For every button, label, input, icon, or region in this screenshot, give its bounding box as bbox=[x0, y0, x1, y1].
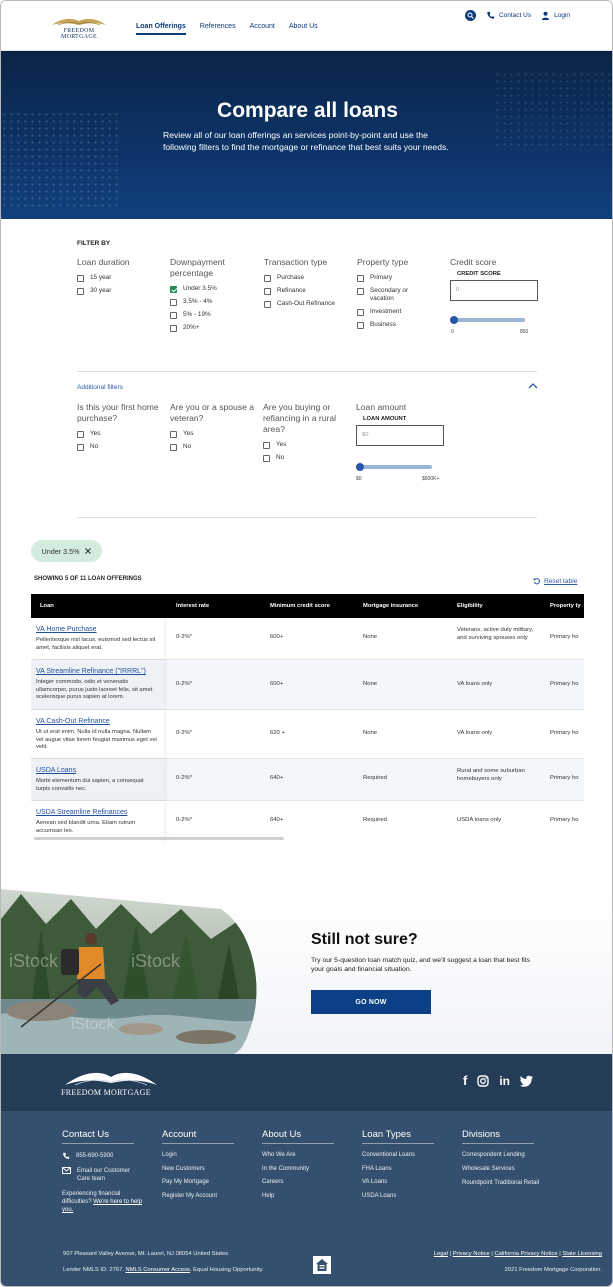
twitter-icon[interactable] bbox=[520, 1075, 534, 1087]
min-credit: 640+ bbox=[270, 775, 284, 781]
table-header bbox=[31, 594, 584, 618]
interest-rate: 0-2%* bbox=[176, 730, 193, 736]
filter-option-20-plus[interactable] bbox=[170, 324, 255, 332]
reset-table-link[interactable] bbox=[533, 577, 577, 585]
filter-option-no[interactable] bbox=[263, 454, 349, 462]
checkbox[interactable] bbox=[357, 275, 364, 282]
contact-us-link[interactable] bbox=[486, 11, 531, 20]
column-header-interest-rate: Interest rate bbox=[176, 603, 210, 609]
instagram-icon[interactable] bbox=[477, 1075, 489, 1087]
checkbox-checked[interactable] bbox=[170, 286, 177, 293]
table-row bbox=[31, 618, 584, 660]
promo-text: Try our 5-question loan match quiz, and we'll suggest a loan that best fits your goals and financial situation. bbox=[311, 957, 531, 973]
column-header-min-credit: Minimum credit score bbox=[270, 603, 330, 609]
results-count: SHOWING 5 OF 11 LOAN OFFERINGS bbox=[34, 576, 142, 582]
eagle-logo-icon bbox=[50, 16, 108, 28]
nmls-info bbox=[63, 1267, 264, 1273]
loan-link[interactable]: USDA Loans bbox=[36, 767, 77, 774]
checkbox[interactable] bbox=[170, 444, 177, 451]
checkbox[interactable] bbox=[77, 431, 84, 438]
interest-rate: 0-2%* bbox=[176, 634, 193, 640]
equal-housing-icon bbox=[315, 1258, 329, 1272]
contact-us-label: Contact Us bbox=[498, 12, 532, 19]
footer-link-careers[interactable]: Careers bbox=[262, 1179, 284, 1185]
footer-link-pay-mortgage[interactable]: Pay My Mortgage bbox=[162, 1179, 210, 1185]
filter-loan-duration bbox=[77, 257, 162, 300]
filter-option-business[interactable] bbox=[357, 321, 437, 329]
site-header bbox=[1, 1, 613, 51]
logo-text: FREEDOM MORTGAGE bbox=[61, 1088, 151, 1097]
loan-cell bbox=[31, 660, 164, 709]
footer-heading: Divisions bbox=[462, 1129, 534, 1144]
loan-description: Morbi elementum dui sapien, a consequat turpis convallis nec. bbox=[36, 778, 144, 792]
checkbox[interactable] bbox=[264, 301, 271, 308]
utility-nav bbox=[465, 10, 570, 21]
watermark-text: iStock bbox=[131, 951, 181, 971]
social-links bbox=[463, 1074, 534, 1088]
filter-option-investment[interactable] bbox=[357, 308, 437, 316]
checkbox[interactable] bbox=[77, 444, 84, 451]
property-type: Primary ho bbox=[550, 634, 579, 640]
email-label: Email our Customer Care team bbox=[77, 1168, 131, 1182]
min-credit: 600+ bbox=[270, 681, 284, 687]
slider-max-label: $600K+ bbox=[422, 476, 440, 482]
active-filter-chip[interactable] bbox=[31, 540, 102, 562]
interest-rate: 0-2%* bbox=[176, 775, 193, 781]
table-horizontal-scrollbar[interactable] bbox=[34, 837, 284, 840]
option-label: Secondary or vacation bbox=[370, 287, 409, 302]
footer-account bbox=[162, 1129, 234, 1206]
user-icon bbox=[541, 11, 550, 20]
mail-icon bbox=[62, 1167, 71, 1174]
footer-heading: About Us bbox=[262, 1129, 334, 1144]
eligibility: USDA loans only bbox=[457, 817, 502, 823]
filter-transaction-type bbox=[264, 257, 352, 313]
checkbox[interactable] bbox=[264, 288, 271, 295]
filter-heading: Property type bbox=[357, 257, 409, 267]
filter-option-no[interactable] bbox=[77, 443, 162, 451]
phone-number: 855-690-5900 bbox=[76, 1153, 114, 1159]
financial-difficulty-note bbox=[62, 1190, 150, 1214]
checkbox[interactable] bbox=[357, 288, 364, 295]
watermark-text: iStock bbox=[9, 951, 59, 971]
option-label: 30 year bbox=[90, 287, 112, 294]
hero-banner bbox=[1, 51, 613, 219]
min-credit: 620 + bbox=[270, 730, 285, 736]
loan-quiz-promo bbox=[1, 889, 613, 1054]
loan-amount-input[interactable]: $0 bbox=[356, 425, 444, 446]
checkbox[interactable] bbox=[264, 275, 271, 282]
reset-table-label: Reset table bbox=[544, 577, 578, 585]
column-header-loan: Loan bbox=[40, 603, 54, 609]
filter-heading: Is this your first home purchase? bbox=[77, 402, 159, 423]
nav-about-us[interactable]: About Us bbox=[288, 23, 318, 30]
filter-option-purchase[interactable] bbox=[264, 274, 352, 282]
option-label: 20%+ bbox=[183, 324, 200, 331]
search-icon[interactable] bbox=[465, 10, 476, 21]
phone-icon bbox=[62, 1152, 70, 1160]
phone-icon bbox=[486, 11, 495, 20]
email-link[interactable] bbox=[62, 1167, 150, 1183]
divider bbox=[77, 371, 537, 372]
eligibility: VA loans only bbox=[457, 730, 493, 736]
footer-link-wholesale[interactable]: Wholesale Services bbox=[462, 1165, 515, 1172]
filter-option-no[interactable] bbox=[170, 443, 258, 451]
eligibility: Veterans, active duty military, and surviving spouses only bbox=[457, 627, 534, 641]
filter-veteran bbox=[170, 402, 258, 456]
phone-link[interactable] bbox=[62, 1152, 150, 1160]
footer-link-correspondent[interactable]: Correspondent Lending bbox=[462, 1152, 525, 1158]
checkbox[interactable] bbox=[77, 275, 84, 282]
footer-link-va[interactable]: VA Loans bbox=[362, 1179, 388, 1185]
filter-option-3-5-4[interactable] bbox=[170, 298, 255, 306]
main-nav bbox=[136, 23, 318, 35]
company-address: 907 Pleasant Valley Avenue, Mt. Laurel, NJ 08054 United States bbox=[63, 1251, 229, 1257]
filter-option-yes[interactable] bbox=[77, 430, 162, 438]
footer-heading: Account bbox=[162, 1129, 234, 1144]
option-label: No bbox=[276, 454, 285, 461]
credit-score-input[interactable]: 0 bbox=[450, 280, 538, 301]
filter-heading: Are you buying or refiancing in a rural area? bbox=[263, 402, 337, 434]
hero-dot-pattern bbox=[1, 111, 121, 211]
footer-link-help[interactable]: Help bbox=[262, 1192, 275, 1199]
filter-first-home bbox=[77, 402, 162, 456]
nmls-consumer-access-link[interactable]: NMLS Consumer Access bbox=[125, 1267, 190, 1273]
loan-link[interactable]: USDA Streamline Refinances bbox=[36, 809, 128, 816]
login-label: Login bbox=[554, 12, 570, 19]
credit-score-slider[interactable] bbox=[450, 313, 529, 335]
mortgage-insurance: None bbox=[363, 681, 378, 687]
equal-housing-logo bbox=[313, 1256, 331, 1274]
checkbox[interactable] bbox=[170, 431, 177, 438]
loan-description: Ut ut erat enim. Nulla id nulla magna. Nullam vel augue vitae lorem feugiat maximus eget vel velit. bbox=[36, 729, 157, 751]
brand-logo[interactable] bbox=[45, 16, 113, 40]
option-label: Yes bbox=[90, 430, 101, 437]
nav-loan-offerings[interactable]: Loan Offerings bbox=[136, 23, 186, 35]
footer-heading: Loan Types bbox=[362, 1129, 434, 1144]
page-title: Compare all loans bbox=[217, 99, 398, 122]
loan-link[interactable]: VA Streamline Refinance ("IRRRL") bbox=[36, 668, 146, 675]
filter-option-primary[interactable] bbox=[357, 274, 437, 282]
table-row bbox=[31, 660, 584, 710]
loan-cell bbox=[31, 618, 164, 659]
go-now-button[interactable]: GO NOW bbox=[311, 990, 431, 1014]
footer-loan-types bbox=[362, 1129, 434, 1206]
interest-rate: 0-2%* bbox=[176, 817, 193, 823]
filter-option-yes[interactable] bbox=[263, 441, 349, 449]
hero-subtitle: Review all of our loan offerings an services point-by-point and use the following filters to find the mortgage or refinance that best suits your needs. bbox=[163, 130, 449, 152]
footer-contact bbox=[62, 1129, 150, 1214]
filter-rural bbox=[263, 402, 349, 467]
nmls-suffix: . Equal Housing Opportunity. bbox=[189, 1267, 264, 1273]
slider-max-label: 850 bbox=[520, 329, 529, 335]
loan-link[interactable]: VA Home Purchase bbox=[36, 626, 97, 633]
state-licensing-link[interactable]: State Licensing bbox=[562, 1251, 602, 1257]
footer-heading: Contact Us bbox=[62, 1129, 134, 1144]
slider-track[interactable] bbox=[450, 318, 525, 322]
filter-heading: Loan amount bbox=[356, 402, 407, 412]
help-link[interactable]: We're here to help you. bbox=[62, 1199, 142, 1213]
footer-link-who-we-are[interactable]: Who We Are bbox=[262, 1152, 296, 1158]
nmls-prefix: Lender NMLS ID: 2767. bbox=[63, 1267, 126, 1273]
min-credit: 600+ bbox=[270, 634, 284, 640]
hiker-photo bbox=[1, 889, 266, 1054]
option-label: Yes bbox=[183, 430, 194, 437]
column-header-eligibility: Eligibility bbox=[457, 603, 483, 609]
footer-link-community[interactable]: In the Community bbox=[262, 1165, 310, 1172]
checkbox[interactable] bbox=[263, 455, 270, 462]
facebook-icon[interactable]: f bbox=[463, 1073, 468, 1088]
min-credit: 640+ bbox=[270, 817, 284, 823]
copyright: 2021 Freedom Mortgage Corporation. bbox=[504, 1267, 602, 1273]
nav-references[interactable]: References bbox=[199, 23, 236, 30]
filter-option-under-3-5[interactable] bbox=[170, 285, 255, 293]
privacy-notice-link[interactable]: Privacy Notice bbox=[452, 1251, 490, 1257]
footer-link-register[interactable]: Register My Account bbox=[162, 1192, 218, 1199]
option-label: 5% - 19% bbox=[183, 311, 211, 318]
column-header-property-type: Property ty bbox=[550, 603, 581, 609]
property-type: Primary ho bbox=[550, 775, 579, 781]
footer-link-new-customers[interactable]: New Customers bbox=[162, 1165, 205, 1172]
loan-cell bbox=[31, 710, 164, 758]
loan-description: Aenean sed blandit urna. Etiam rutrum accumsan leo. bbox=[36, 820, 136, 834]
footer-logo[interactable] bbox=[61, 1067, 161, 1099]
footer-link-login[interactable]: Login bbox=[162, 1152, 177, 1158]
slider-min-label: 0 bbox=[451, 329, 454, 335]
eligibility: Rural and some suburban homebuyers only bbox=[457, 768, 525, 782]
slider-handle[interactable] bbox=[450, 316, 458, 324]
logo-text: FREEDOM MORTGAGE bbox=[60, 28, 98, 40]
footer-about bbox=[262, 1129, 334, 1206]
mortgage-insurance: Required bbox=[363, 775, 387, 781]
filter-option-30-year[interactable] bbox=[77, 287, 162, 295]
difficulty-text: Experiencing financial difficulties? bbox=[62, 1191, 121, 1205]
slider-min-label: $0 bbox=[356, 476, 362, 482]
filter-option-yes[interactable] bbox=[170, 430, 258, 438]
chevron-up-icon[interactable] bbox=[528, 382, 538, 389]
option-label: Cash-Out Refinance bbox=[277, 300, 335, 307]
option-label: Purchase bbox=[277, 274, 304, 281]
property-type: Primary ho bbox=[550, 681, 579, 687]
filter-downpayment bbox=[170, 257, 255, 337]
checkbox[interactable] bbox=[170, 325, 177, 332]
watermark-text: iStock bbox=[71, 1016, 115, 1033]
table-row bbox=[31, 759, 584, 801]
mortgage-insurance: None bbox=[363, 634, 378, 640]
option-label: No bbox=[183, 443, 192, 450]
filter-heading: Are you or a spouse a veteran? bbox=[170, 402, 255, 423]
california-privacy-link[interactable]: California Privacy Notice bbox=[494, 1251, 558, 1257]
option-label: Primary bbox=[370, 274, 393, 281]
legal-links: Legal | Privacy Notice | California Privacy Notice | State Licensing bbox=[433, 1251, 602, 1257]
slider-track[interactable] bbox=[356, 465, 432, 469]
loan-comparison-table bbox=[31, 594, 584, 844]
divider bbox=[77, 517, 537, 518]
option-label: Refinance bbox=[277, 287, 306, 294]
filter-option-refinance[interactable] bbox=[264, 287, 352, 295]
close-icon[interactable] bbox=[85, 548, 91, 554]
checkbox[interactable] bbox=[170, 312, 177, 319]
chip-label: Under 3.5% bbox=[41, 546, 80, 556]
promo-title: Still not sure? bbox=[311, 931, 418, 948]
login-link[interactable] bbox=[541, 11, 570, 20]
loan-amount-label: LOAN AMOUNT bbox=[363, 416, 407, 422]
legal-link[interactable]: Legal bbox=[433, 1251, 448, 1257]
loan-description: Integer commodo, odio et venenatis ullamcorper, purus justo laoreet felis, sit amet scelerisque purus sapien at lorem. bbox=[36, 679, 153, 701]
option-label: Yes bbox=[276, 441, 287, 448]
footer-brand-bar bbox=[1, 1054, 613, 1111]
linkedin-icon[interactable]: in bbox=[499, 1074, 511, 1088]
footer-link-roundpoint[interactable]: Roundpoint Traditional Retail bbox=[462, 1180, 540, 1186]
filter-heading: Downpayment percentage bbox=[170, 257, 225, 278]
option-label: Investment bbox=[370, 308, 402, 315]
credit-score-label: CREDIT SCORE bbox=[457, 271, 501, 277]
eagle-logo-icon bbox=[61, 1067, 161, 1089]
option-label: Under 3.5% bbox=[183, 285, 217, 292]
checkbox[interactable] bbox=[357, 322, 364, 329]
checkbox[interactable] bbox=[357, 309, 364, 316]
loan-cell bbox=[31, 759, 164, 800]
reset-icon bbox=[533, 577, 541, 585]
eligibility: VA loans only bbox=[457, 681, 493, 687]
option-label: Business bbox=[370, 321, 396, 328]
filter-heading: Credit score bbox=[450, 257, 497, 267]
checkbox[interactable] bbox=[263, 442, 270, 449]
filter-option-secondary[interactable] bbox=[357, 287, 437, 303]
mortgage-insurance: None bbox=[363, 730, 378, 736]
checkbox[interactable] bbox=[170, 299, 177, 306]
nav-account[interactable]: Account bbox=[249, 23, 275, 30]
property-type: Primary ho bbox=[550, 730, 579, 736]
site-footer bbox=[1, 1111, 613, 1287]
slider-handle[interactable] bbox=[356, 463, 364, 471]
filter-property-type bbox=[357, 257, 437, 334]
table-row bbox=[31, 710, 584, 759]
mortgage-insurance: Required bbox=[363, 817, 387, 823]
filter-option-cash-out[interactable] bbox=[264, 300, 352, 308]
loan-link[interactable]: VA Cash-Out Refinance bbox=[36, 718, 110, 725]
option-label: 15 year bbox=[90, 274, 112, 281]
filter-loan-amount bbox=[356, 402, 451, 482]
footer-link-usda[interactable]: USDA Loans bbox=[362, 1192, 397, 1199]
footer-link-fha[interactable]: FHA Loans bbox=[362, 1165, 392, 1172]
checkbox[interactable] bbox=[77, 288, 84, 295]
column-header-mortgage-insurance: Mortgage insurance bbox=[363, 603, 419, 609]
additional-filters-toggle[interactable]: Additional filters bbox=[77, 384, 123, 391]
option-label: No bbox=[90, 443, 99, 450]
property-type: Primary ho bbox=[550, 817, 579, 823]
option-label: 3.5% - 4% bbox=[183, 298, 213, 305]
filter-option-15-year[interactable] bbox=[77, 274, 162, 282]
interest-rate: 0-2%* bbox=[176, 681, 193, 687]
filter-credit-score bbox=[450, 257, 540, 335]
loan-amount-slider[interactable] bbox=[356, 460, 440, 482]
loan-description: Pellentesque nisl lacus, euismod sed lectus sit amet, facilisis aliquet erat. bbox=[36, 637, 156, 651]
filter-heading: Transaction type bbox=[264, 257, 328, 267]
filter-heading: Loan duration bbox=[77, 257, 130, 267]
footer-divisions bbox=[462, 1129, 544, 1195]
filter-option-5-19[interactable] bbox=[170, 311, 255, 319]
footer-link-conventional[interactable]: Conventional Loans bbox=[362, 1152, 416, 1158]
filter-by-heading: FILTER BY bbox=[77, 240, 111, 247]
